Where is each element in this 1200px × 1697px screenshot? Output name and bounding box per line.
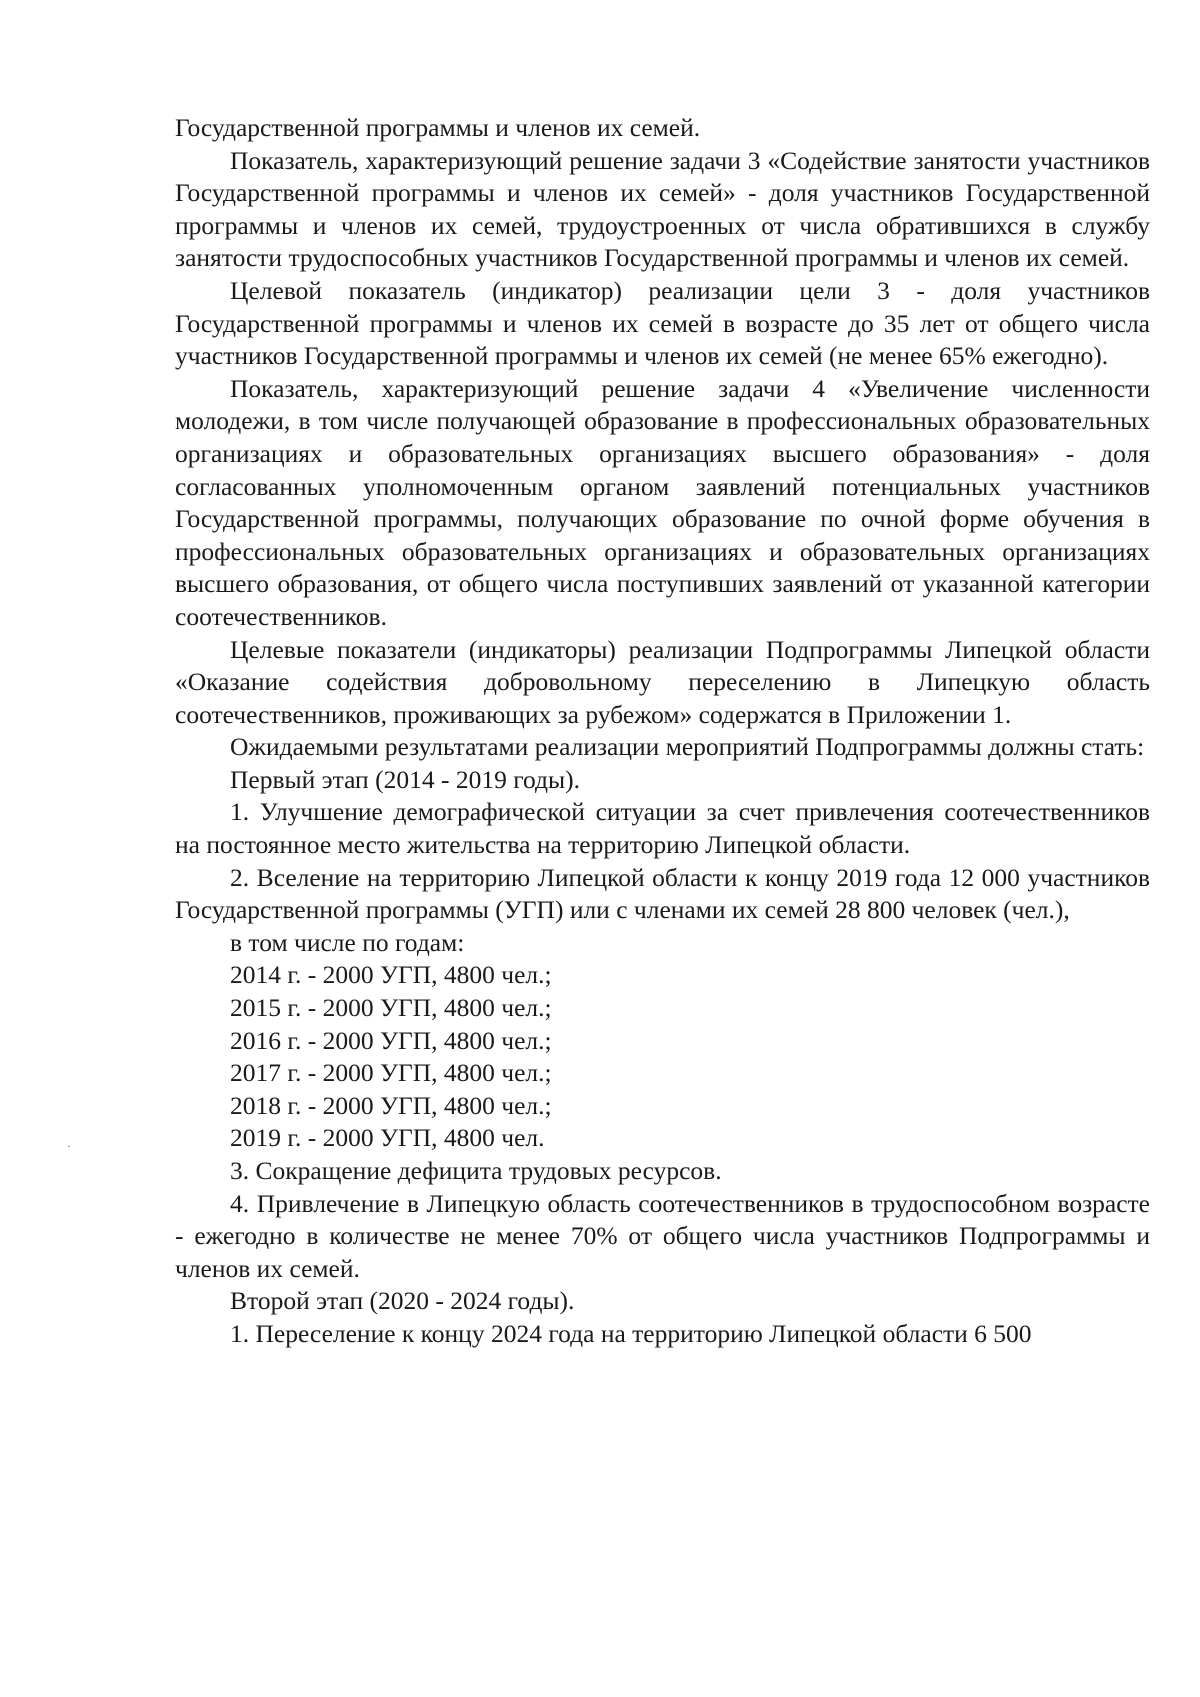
stage-one-item-4: 4. Привлечение в Липецкую область соотечественников в трудоспособном возрасте - ежегодно в количестве не менее 70% от общего числа участников Подпрограммы и членов их семей.: [175, 1188, 1150, 1283]
year-line-2018: 2018 г. - 2000 УГП, 4800 чел.;: [230, 1090, 552, 1120]
stage-two-heading: Второй этап (2020 - 2024 годы).: [230, 1286, 575, 1316]
paragraph-target-indicators: Целевые показатели (индикаторы) реализации Подпрограммы Липецкой области «Оказание содействия добровольному переселению в Липецкую область соотечественников, проживающих за рубежом» содержатся в Приложении 1.: [175, 634, 1150, 729]
by-year-label: в том числе по годам:: [230, 927, 465, 957]
paragraph-goal3-indicator: Целевой показатель (индикатор) реализации цели 3 - доля участников Государственной программы и членов их семей в возрасте до 35 лет от общего числа участников Государственной программы и членов их семей (не менее 65% ежегодно).: [175, 275, 1150, 371]
year-line-2019: 2019 г. - 2000 УГП, 4800 чел.: [230, 1123, 545, 1153]
stage-one-item-2: 2. Вселение на территорию Липецкой области к концу 2019 года 12 000 участников Государственной программы (УГП) или с членами их семей 28 800 человек (чел.),: [175, 862, 1150, 925]
year-line-2017: 2017 г. - 2000 УГП, 4800 чел.;: [230, 1058, 552, 1088]
stage-one-heading: Первый этап (2014 - 2019 годы).: [230, 764, 581, 794]
stage-two-item-1: 1. Переселение к концу 2024 года на территорию Липецкой области 6 500: [230, 1318, 1032, 1348]
stage-one-item-3: 3. Сокращение дефицита трудовых ресурсов.: [230, 1156, 722, 1185]
scan-speck: [68, 1146, 70, 1147]
paragraph-expected-results: Ожидаемыми результатами реализации мероприятий Подпрограммы должны стать:: [230, 732, 1145, 762]
paragraph-task3-indicator: Показатель, характеризующий решение задачи 3 «Содействие занятости участников Государственной программы и членов их семей» - доля участников Государственной программы и членов их семей, трудоустроенных от числа обратившихся в службу занятости трудоспособных участников Государственной программы и членов их семей.: [175, 145, 1150, 273]
paragraph-task4-indicator: Показатель, характеризующий решение задачи 4 «Увеличение численности молодежи, в том числе получающей образование в профессиональных образовательных организациях и образовательных организациях высшего образования» - доля согласованных уполномоченным органом заявлений потенциальных участников Государственной программы, получающих образование по очной форме обучения в профессиональных образовательных организациях и образовательных организациях высшего образования, от общего числа поступивших заявлений от указанной категории соотечественников.: [175, 373, 1150, 631]
year-line-2014: 2014 г. - 2000 УГП, 4800 чел.;: [230, 960, 552, 990]
stage-one-item-1: 1. Улучшение демографической ситуации за счет привлечения соотечественников на постоянное место жительства на территорию Липецкой области.: [175, 797, 1150, 860]
year-line-2015: 2015 г. - 2000 УГП, 4800 чел.;: [230, 993, 552, 1023]
document-body: [175, 112, 1150, 1351]
paragraph-continuation: Государственной программы и членов их семей.: [175, 113, 701, 142]
year-line-2016: 2016 г. - 2000 УГП, 4800 чел.;: [230, 1025, 552, 1055]
